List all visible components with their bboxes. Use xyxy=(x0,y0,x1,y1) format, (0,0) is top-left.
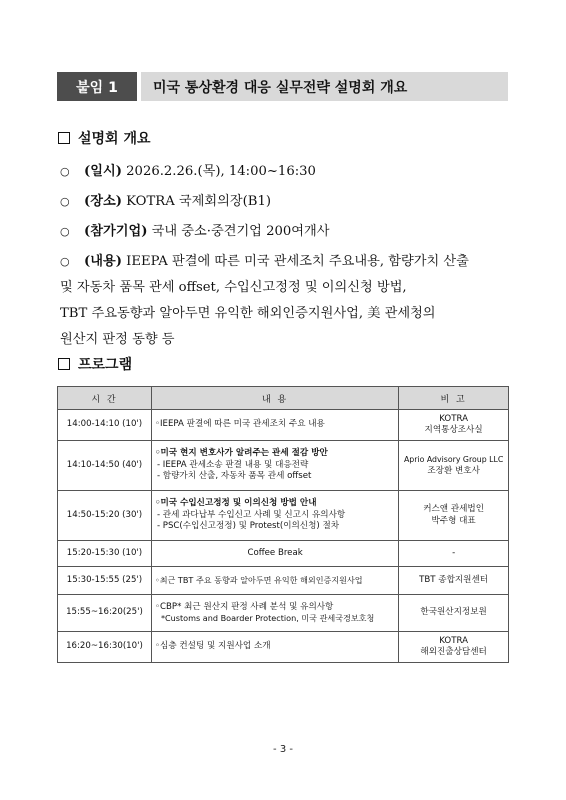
speaker-line: 해외진출상담센터 xyxy=(420,647,487,657)
item-value: KOTRA 국제회의장(B1) xyxy=(121,194,271,209)
row-time: 16:20~16:30(10') xyxy=(58,632,152,663)
overview-heading-text: 설명회 개요 xyxy=(78,131,151,147)
speaker-line: - xyxy=(452,547,456,558)
table-row xyxy=(58,410,509,441)
program-table xyxy=(57,386,509,663)
program-heading-text: 프로그램 xyxy=(78,357,133,373)
item-value: 국내 중소·중견기업 200여개사 xyxy=(147,224,330,239)
content-line: - 함량가치 산출, 자동차 품목 관세 offset xyxy=(156,471,312,482)
circle-bullet-icon: ○ xyxy=(60,195,70,208)
table-header-row xyxy=(58,387,509,410)
overview-item-content xyxy=(60,249,510,275)
attachment-badge: 붙임 1 xyxy=(57,72,137,101)
speaker-line: 한국원산지정보원 xyxy=(420,607,487,618)
speaker-line: TBT 종합지원센터 xyxy=(419,574,489,585)
speaker-line: 커스앤 관세법인 xyxy=(423,504,485,514)
square-bullet-icon xyxy=(58,358,70,370)
speaker-line: 박주형 대표 xyxy=(431,515,476,526)
row-speaker xyxy=(399,567,509,595)
overview-list xyxy=(60,159,510,353)
speaker-line: KOTRA xyxy=(439,635,468,646)
row-speaker xyxy=(399,632,509,663)
item-key: (장소) xyxy=(84,194,122,209)
content-line: 원산지 판정 동향 등 xyxy=(60,332,175,347)
row-content: Coffee Break xyxy=(151,541,398,567)
table-row xyxy=(58,595,509,632)
item-key: (내용) xyxy=(84,254,122,269)
content-line: ◦미국 수입신고정정 및 이의신청 방법 안내 xyxy=(154,498,317,509)
row-content xyxy=(151,441,398,491)
circle-bullet-icon: ○ xyxy=(60,255,70,268)
header-note: 비 고 xyxy=(399,387,509,410)
attachment-title-bar xyxy=(57,72,508,101)
row-content xyxy=(151,595,398,632)
row-speaker xyxy=(399,595,509,632)
row-content xyxy=(151,410,398,441)
row-time: 14:10-14:50 (40') xyxy=(58,441,152,491)
page-number: - 3 - xyxy=(273,744,293,755)
row-content xyxy=(151,567,398,595)
content-line: ◦IEEPA 판결에 따른 미국 관세조치 주요 내용 xyxy=(154,419,325,430)
square-bullet-icon xyxy=(58,132,70,144)
item-value: 2026.2.26.(목), 14:00~16:30 xyxy=(121,164,316,179)
table-row xyxy=(58,491,509,541)
content-line: ◦미국 현지 변호사가 알려주는 관세 절감 방안 xyxy=(154,448,328,459)
header-time: 시 간 xyxy=(58,387,152,410)
speaker-line: Aprio Advisory Group LLC xyxy=(403,455,504,464)
overview-item-place xyxy=(60,189,510,215)
speaker-line: 조장환 변호사 xyxy=(427,465,480,476)
content-line: ◦CBP* 최근 원산지 판정 사례 분석 및 유의사항 xyxy=(154,601,334,612)
item-value: IEEPA 판결에 따른 미국 관세조치 주요내용, 함량가치 산출 xyxy=(121,254,469,269)
row-content xyxy=(151,491,398,541)
table-row xyxy=(58,441,509,491)
row-time: 15:20-15:30 (10') xyxy=(58,541,152,567)
content-line: *Customs and Boarder Protection, 미국 관세국경보호청 xyxy=(160,613,375,623)
row-content xyxy=(151,632,398,663)
item-key: (참가기업) xyxy=(84,224,148,239)
table-row xyxy=(58,567,509,595)
speaker-line: KOTRA xyxy=(439,413,468,424)
item-key: (일시) xyxy=(84,164,122,179)
content-line: - PSC(수입신고정정) 및 Protest(이의신청) 절차 xyxy=(156,521,340,532)
circle-bullet-icon: ○ xyxy=(60,165,70,178)
content-line: ◦심층 컨설팅 및 지원사업 소개 xyxy=(154,641,271,652)
content-line: 및 자동차 품목 관세 offset, 수입신고정정 및 이의신청 방법, xyxy=(60,280,407,295)
row-speaker xyxy=(399,491,509,541)
overview-item-participants xyxy=(60,219,510,245)
row-time: 14:00-14:10 (10') xyxy=(58,410,152,441)
program-heading xyxy=(58,354,132,374)
row-time: 15:55~16:20(25') xyxy=(58,595,152,632)
row-time: 14:50-15:20 (30') xyxy=(58,491,152,541)
overview-item-date xyxy=(60,159,510,185)
speaker-line: 지역통상조사실 xyxy=(424,425,483,435)
circle-bullet-icon: ○ xyxy=(60,225,70,238)
content-line: TBT 주요동향과 알아두면 유익한 해외인증지원사업, 美 관세청의 xyxy=(60,306,436,321)
content-line: ◦최근 TBT 주요 동향과 알아두면 유익한 해외인증지원사업 xyxy=(154,574,363,585)
content-line: - IEEPA 관세소송 판결 내용 및 대응전략 xyxy=(156,459,309,470)
overview-heading xyxy=(58,128,151,148)
row-speaker xyxy=(399,541,509,567)
header-content: 내 용 xyxy=(151,387,398,410)
content-line: - 관세 과다납부 수입신고 사례 및 신고시 유의사항 xyxy=(156,509,346,520)
row-speaker xyxy=(399,441,509,491)
row-time: 15:30-15:55 (25') xyxy=(58,567,152,595)
document-title: 미국 통상환경 대응 실무전략 설명회 개요 xyxy=(141,72,508,101)
table-row xyxy=(58,632,509,663)
table-row xyxy=(58,541,509,567)
row-speaker xyxy=(399,410,509,441)
